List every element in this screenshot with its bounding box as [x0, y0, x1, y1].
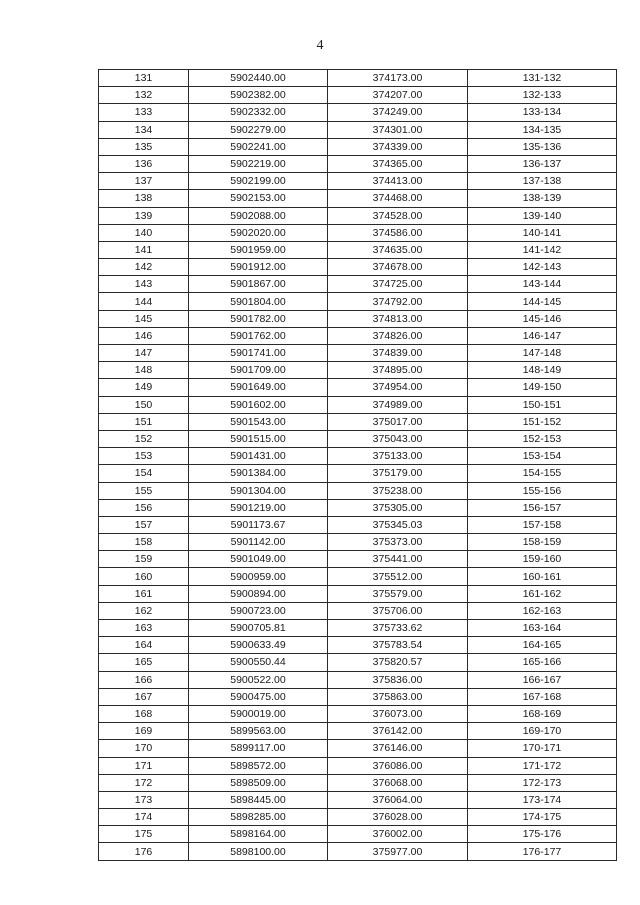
table-row — [99, 705, 617, 722]
point-number-cell: 133 — [99, 104, 189, 121]
y-coordinate-cell: 374989.00 — [328, 396, 468, 413]
x-coordinate-cell: 5898445.00 — [189, 791, 328, 808]
table-row — [99, 430, 617, 447]
point-number-cell: 138 — [99, 190, 189, 207]
segment-cell: 171-172 — [468, 757, 617, 774]
point-number-cell: 164 — [99, 637, 189, 654]
point-number-cell: 132 — [99, 87, 189, 104]
x-coordinate-cell: 5898285.00 — [189, 809, 328, 826]
coordinates-table — [98, 69, 617, 861]
segment-cell: 151-152 — [468, 413, 617, 430]
segment-cell: 153-154 — [468, 448, 617, 465]
y-coordinate-cell: 374249.00 — [328, 104, 468, 121]
y-coordinate-cell: 375179.00 — [328, 465, 468, 482]
y-coordinate-cell: 374365.00 — [328, 155, 468, 172]
segment-cell: 176-177 — [468, 843, 617, 860]
table-row — [99, 499, 617, 516]
x-coordinate-cell: 5901912.00 — [189, 259, 328, 276]
y-coordinate-cell: 375706.00 — [328, 602, 468, 619]
x-coordinate-cell: 5902382.00 — [189, 87, 328, 104]
x-coordinate-cell: 5901602.00 — [189, 396, 328, 413]
table-row — [99, 173, 617, 190]
y-coordinate-cell: 374339.00 — [328, 138, 468, 155]
x-coordinate-cell: 5901431.00 — [189, 448, 328, 465]
table-row — [99, 585, 617, 602]
x-coordinate-cell: 5902332.00 — [189, 104, 328, 121]
y-coordinate-cell: 375441.00 — [328, 551, 468, 568]
segment-cell: 170-171 — [468, 740, 617, 757]
table-row — [99, 534, 617, 551]
point-number-cell: 131 — [99, 70, 189, 87]
segment-cell: 173-174 — [468, 791, 617, 808]
y-coordinate-cell: 376146.00 — [328, 740, 468, 757]
table-row — [99, 516, 617, 533]
y-coordinate-cell: 374301.00 — [328, 121, 468, 138]
table-row — [99, 327, 617, 344]
x-coordinate-cell: 5898100.00 — [189, 843, 328, 860]
table-row — [99, 207, 617, 224]
point-number-cell: 159 — [99, 551, 189, 568]
segment-cell: 142-143 — [468, 259, 617, 276]
segment-cell: 141-142 — [468, 241, 617, 258]
segment-cell: 174-175 — [468, 809, 617, 826]
y-coordinate-cell: 375345.03 — [328, 516, 468, 533]
segment-cell: 150-151 — [468, 396, 617, 413]
segment-cell: 175-176 — [468, 826, 617, 843]
table-row — [99, 637, 617, 654]
segment-cell: 160-161 — [468, 568, 617, 585]
segment-cell: 132-133 — [468, 87, 617, 104]
segment-cell: 154-155 — [468, 465, 617, 482]
segment-cell: 146-147 — [468, 327, 617, 344]
x-coordinate-cell: 5898509.00 — [189, 774, 328, 791]
segment-cell: 139-140 — [468, 207, 617, 224]
table-row — [99, 396, 617, 413]
x-coordinate-cell: 5901649.00 — [189, 379, 328, 396]
segment-cell: 155-156 — [468, 482, 617, 499]
segment-cell: 163-164 — [468, 620, 617, 637]
table-row — [99, 740, 617, 757]
table-row — [99, 774, 617, 791]
point-number-cell: 136 — [99, 155, 189, 172]
table-row — [99, 224, 617, 241]
table-row — [99, 413, 617, 430]
point-number-cell: 139 — [99, 207, 189, 224]
segment-cell: 164-165 — [468, 637, 617, 654]
point-number-cell: 172 — [99, 774, 189, 791]
x-coordinate-cell: 5901741.00 — [189, 345, 328, 362]
table-row — [99, 70, 617, 87]
y-coordinate-cell: 376068.00 — [328, 774, 468, 791]
y-coordinate-cell: 376002.00 — [328, 826, 468, 843]
segment-cell: 145-146 — [468, 310, 617, 327]
x-coordinate-cell: 5900522.00 — [189, 671, 328, 688]
table-row — [99, 362, 617, 379]
point-number-cell: 152 — [99, 430, 189, 447]
table-row — [99, 620, 617, 637]
point-number-cell: 150 — [99, 396, 189, 413]
x-coordinate-cell: 5901049.00 — [189, 551, 328, 568]
x-coordinate-cell: 5902020.00 — [189, 224, 328, 241]
y-coordinate-cell: 375733.62 — [328, 620, 468, 637]
segment-cell: 131-132 — [468, 70, 617, 87]
y-coordinate-cell: 375373.00 — [328, 534, 468, 551]
segment-cell: 162-163 — [468, 602, 617, 619]
table-row — [99, 688, 617, 705]
point-number-cell: 156 — [99, 499, 189, 516]
point-number-cell: 169 — [99, 723, 189, 740]
segment-cell: 140-141 — [468, 224, 617, 241]
segment-cell: 166-167 — [468, 671, 617, 688]
x-coordinate-cell: 5900894.00 — [189, 585, 328, 602]
y-coordinate-cell: 374954.00 — [328, 379, 468, 396]
x-coordinate-cell: 5901762.00 — [189, 327, 328, 344]
y-coordinate-cell: 376142.00 — [328, 723, 468, 740]
y-coordinate-cell: 375043.00 — [328, 430, 468, 447]
point-number-cell: 149 — [99, 379, 189, 396]
segment-cell: 138-139 — [468, 190, 617, 207]
table-row — [99, 121, 617, 138]
point-number-cell: 161 — [99, 585, 189, 602]
table-row — [99, 155, 617, 172]
table-row — [99, 293, 617, 310]
point-number-cell: 162 — [99, 602, 189, 619]
segment-cell: 156-157 — [468, 499, 617, 516]
table-row — [99, 190, 617, 207]
point-number-cell: 135 — [99, 138, 189, 155]
segment-cell: 159-160 — [468, 551, 617, 568]
segment-cell: 161-162 — [468, 585, 617, 602]
y-coordinate-cell: 375836.00 — [328, 671, 468, 688]
point-number-cell: 163 — [99, 620, 189, 637]
x-coordinate-cell: 5900705.81 — [189, 620, 328, 637]
y-coordinate-cell: 374173.00 — [328, 70, 468, 87]
point-number-cell: 140 — [99, 224, 189, 241]
x-coordinate-cell: 5901543.00 — [189, 413, 328, 430]
x-coordinate-cell: 5900633.49 — [189, 637, 328, 654]
y-coordinate-cell: 375820.57 — [328, 654, 468, 671]
point-number-cell: 142 — [99, 259, 189, 276]
x-coordinate-cell: 5900959.00 — [189, 568, 328, 585]
x-coordinate-cell: 5901142.00 — [189, 534, 328, 551]
x-coordinate-cell: 5901515.00 — [189, 430, 328, 447]
y-coordinate-cell: 374895.00 — [328, 362, 468, 379]
segment-cell: 149-150 — [468, 379, 617, 396]
x-coordinate-cell: 5902153.00 — [189, 190, 328, 207]
point-number-cell: 147 — [99, 345, 189, 362]
x-coordinate-cell: 5901219.00 — [189, 499, 328, 516]
table-row — [99, 465, 617, 482]
x-coordinate-cell: 5899563.00 — [189, 723, 328, 740]
x-coordinate-cell: 5901384.00 — [189, 465, 328, 482]
y-coordinate-cell: 374839.00 — [328, 345, 468, 362]
y-coordinate-cell: 375579.00 — [328, 585, 468, 602]
y-coordinate-cell: 375238.00 — [328, 482, 468, 499]
x-coordinate-cell: 5902440.00 — [189, 70, 328, 87]
point-number-cell: 173 — [99, 791, 189, 808]
segment-cell: 168-169 — [468, 705, 617, 722]
point-number-cell: 148 — [99, 362, 189, 379]
x-coordinate-cell: 5902279.00 — [189, 121, 328, 138]
segment-cell: 157-158 — [468, 516, 617, 533]
point-number-cell: 157 — [99, 516, 189, 533]
segment-cell: 133-134 — [468, 104, 617, 121]
table-row — [99, 379, 617, 396]
y-coordinate-cell: 376028.00 — [328, 809, 468, 826]
table-row — [99, 791, 617, 808]
point-number-cell: 145 — [99, 310, 189, 327]
point-number-cell: 146 — [99, 327, 189, 344]
x-coordinate-cell: 5900475.00 — [189, 688, 328, 705]
y-coordinate-cell: 375133.00 — [328, 448, 468, 465]
point-number-cell: 151 — [99, 413, 189, 430]
page-number: 4 — [316, 38, 324, 53]
y-coordinate-cell: 375305.00 — [328, 499, 468, 516]
point-number-cell: 174 — [99, 809, 189, 826]
table-row — [99, 809, 617, 826]
segment-cell: 134-135 — [468, 121, 617, 138]
x-coordinate-cell: 5901804.00 — [189, 293, 328, 310]
y-coordinate-cell: 375017.00 — [328, 413, 468, 430]
segment-cell: 143-144 — [468, 276, 617, 293]
segment-cell: 169-170 — [468, 723, 617, 740]
x-coordinate-cell: 5900550.44 — [189, 654, 328, 671]
segment-cell: 144-145 — [468, 293, 617, 310]
table-row — [99, 757, 617, 774]
point-number-cell: 155 — [99, 482, 189, 499]
x-coordinate-cell: 5902199.00 — [189, 173, 328, 190]
x-coordinate-cell: 5899117.00 — [189, 740, 328, 757]
y-coordinate-cell: 375512.00 — [328, 568, 468, 585]
segment-cell: 135-136 — [468, 138, 617, 155]
table-row — [99, 843, 617, 860]
point-number-cell: 165 — [99, 654, 189, 671]
table-row — [99, 241, 617, 258]
table-row — [99, 87, 617, 104]
point-number-cell: 171 — [99, 757, 189, 774]
y-coordinate-cell: 374528.00 — [328, 207, 468, 224]
table-row — [99, 723, 617, 740]
y-coordinate-cell: 374792.00 — [328, 293, 468, 310]
table-row — [99, 551, 617, 568]
y-coordinate-cell: 374468.00 — [328, 190, 468, 207]
x-coordinate-cell: 5900723.00 — [189, 602, 328, 619]
table-row — [99, 602, 617, 619]
segment-cell: 172-173 — [468, 774, 617, 791]
table-row — [99, 345, 617, 362]
segment-cell: 148-149 — [468, 362, 617, 379]
point-number-cell: 160 — [99, 568, 189, 585]
table-row — [99, 448, 617, 465]
y-coordinate-cell: 374725.00 — [328, 276, 468, 293]
x-coordinate-cell: 5901304.00 — [189, 482, 328, 499]
point-number-cell: 175 — [99, 826, 189, 843]
y-coordinate-cell: 375977.00 — [328, 843, 468, 860]
point-number-cell: 166 — [99, 671, 189, 688]
y-coordinate-cell: 376064.00 — [328, 791, 468, 808]
table-row — [99, 276, 617, 293]
x-coordinate-cell: 5901959.00 — [189, 241, 328, 258]
table-row — [99, 138, 617, 155]
table-row — [99, 568, 617, 585]
y-coordinate-cell: 376073.00 — [328, 705, 468, 722]
table-row — [99, 259, 617, 276]
y-coordinate-cell: 374813.00 — [328, 310, 468, 327]
segment-cell: 167-168 — [468, 688, 617, 705]
table-row — [99, 310, 617, 327]
point-number-cell: 141 — [99, 241, 189, 258]
table-row — [99, 671, 617, 688]
x-coordinate-cell: 5898572.00 — [189, 757, 328, 774]
table-row — [99, 826, 617, 843]
x-coordinate-cell: 5901709.00 — [189, 362, 328, 379]
y-coordinate-cell: 374635.00 — [328, 241, 468, 258]
x-coordinate-cell: 5902219.00 — [189, 155, 328, 172]
x-coordinate-cell: 5902088.00 — [189, 207, 328, 224]
x-coordinate-cell: 5900019.00 — [189, 705, 328, 722]
point-number-cell: 154 — [99, 465, 189, 482]
point-number-cell: 137 — [99, 173, 189, 190]
point-number-cell: 144 — [99, 293, 189, 310]
point-number-cell: 143 — [99, 276, 189, 293]
coordinates-table-body — [99, 70, 617, 861]
y-coordinate-cell: 375863.00 — [328, 688, 468, 705]
y-coordinate-cell: 375783.54 — [328, 637, 468, 654]
point-number-cell: 168 — [99, 705, 189, 722]
x-coordinate-cell: 5898164.00 — [189, 826, 328, 843]
segment-cell: 137-138 — [468, 173, 617, 190]
point-number-cell: 153 — [99, 448, 189, 465]
y-coordinate-cell: 374413.00 — [328, 173, 468, 190]
y-coordinate-cell: 376086.00 — [328, 757, 468, 774]
segment-cell: 152-153 — [468, 430, 617, 447]
x-coordinate-cell: 5901173.67 — [189, 516, 328, 533]
point-number-cell: 170 — [99, 740, 189, 757]
y-coordinate-cell: 374678.00 — [328, 259, 468, 276]
point-number-cell: 158 — [99, 534, 189, 551]
segment-cell: 147-148 — [468, 345, 617, 362]
y-coordinate-cell: 374586.00 — [328, 224, 468, 241]
point-number-cell: 134 — [99, 121, 189, 138]
table-row — [99, 482, 617, 499]
x-coordinate-cell: 5901782.00 — [189, 310, 328, 327]
point-number-cell: 176 — [99, 843, 189, 860]
table-row — [99, 104, 617, 121]
segment-cell: 136-137 — [468, 155, 617, 172]
x-coordinate-cell: 5901867.00 — [189, 276, 328, 293]
segment-cell: 158-159 — [468, 534, 617, 551]
point-number-cell: 167 — [99, 688, 189, 705]
x-coordinate-cell: 5902241.00 — [189, 138, 328, 155]
y-coordinate-cell: 374207.00 — [328, 87, 468, 104]
y-coordinate-cell: 374826.00 — [328, 327, 468, 344]
segment-cell: 165-166 — [468, 654, 617, 671]
table-row — [99, 654, 617, 671]
